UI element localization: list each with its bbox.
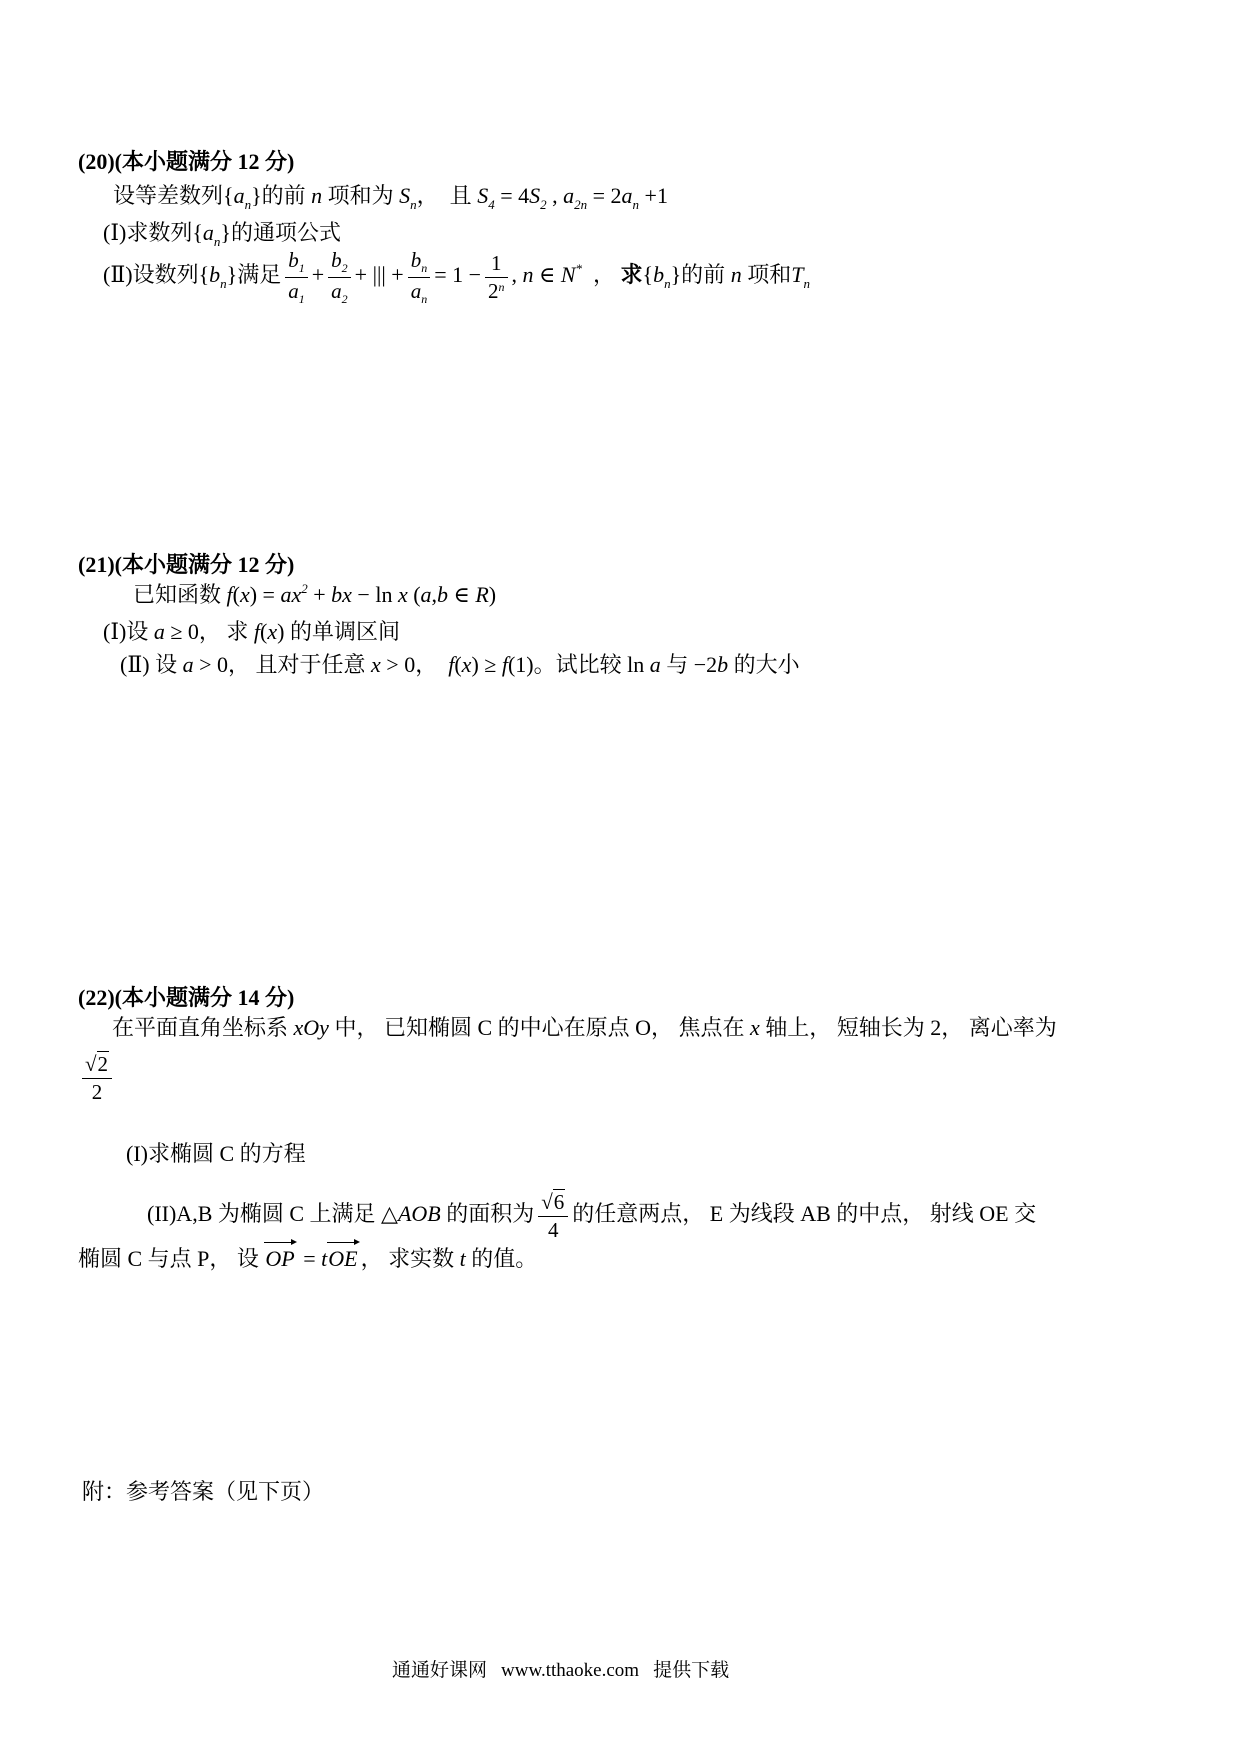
problem-20-part-2 bbox=[103, 248, 810, 306]
text-segment: 1 bbox=[298, 261, 305, 275]
text-segment: △ bbox=[381, 1201, 398, 1227]
text-segment: ( bbox=[454, 652, 462, 677]
text-segment: 的前 bbox=[681, 262, 731, 288]
radical: √6 bbox=[541, 1190, 565, 1214]
text-segment: 与 −2 bbox=[660, 652, 718, 677]
text-segment: a bbox=[182, 652, 194, 677]
problem-21-part-1 bbox=[103, 618, 400, 646]
text-segment: 1 bbox=[298, 292, 305, 307]
text-segment: { bbox=[192, 220, 203, 245]
text-segment: (Ⅱ)设数列 bbox=[103, 262, 199, 288]
text-segment: 2n bbox=[574, 197, 588, 212]
text-segment: n bbox=[498, 280, 505, 295]
text-segment: , bbox=[511, 262, 523, 288]
text-segment: b bbox=[331, 248, 342, 272]
text-segment: ) = bbox=[249, 582, 281, 607]
text-segment: ( bbox=[260, 619, 268, 644]
text-segment: f bbox=[501, 652, 508, 677]
text-segment: f bbox=[448, 652, 455, 677]
fraction bbox=[538, 1190, 568, 1242]
text-segment: 4 bbox=[488, 197, 495, 212]
text-segment: f bbox=[253, 619, 261, 644]
text-segment: 4 bbox=[548, 1218, 559, 1243]
footer-site-name: 通通好课网 bbox=[392, 1660, 488, 1681]
text-segment: − ln bbox=[351, 582, 398, 607]
text-segment: x bbox=[267, 619, 278, 644]
text-segment: * bbox=[575, 261, 583, 277]
text-segment: (II)A,B 为椭圆 C 上满足 bbox=[147, 1201, 382, 1227]
text-segment: 2 bbox=[488, 279, 499, 304]
text-segment: ∈ bbox=[533, 262, 561, 288]
text-segment: n bbox=[522, 262, 534, 288]
text-segment: x bbox=[371, 652, 381, 677]
problem-20-part-1 bbox=[103, 219, 341, 250]
text-segment: 2 bbox=[91, 1080, 103, 1105]
text-segment: S bbox=[477, 183, 489, 208]
text-segment: { bbox=[223, 183, 234, 208]
text-segment: a bbox=[331, 279, 342, 304]
text-segment: ax bbox=[280, 582, 302, 607]
text-segment: b bbox=[717, 652, 729, 677]
text-segment: a bbox=[563, 183, 575, 208]
problem-22-part-2 bbox=[147, 1190, 1036, 1242]
text-segment: S bbox=[399, 183, 411, 208]
text-segment: x bbox=[239, 582, 250, 607]
text-segment: OE bbox=[328, 1246, 358, 1271]
text-segment: 2 bbox=[341, 292, 348, 307]
problem-21-header: (21)(本小题满分 12 分) bbox=[78, 552, 295, 577]
appendix-note: 附：参考答案（见下页） bbox=[82, 1479, 325, 1504]
text-segment: 轴上， 短轴长为 2， 离心率为 bbox=[759, 1015, 1057, 1040]
text-segment: b bbox=[209, 262, 221, 288]
problem-22-eccentricity-fraction bbox=[78, 1052, 116, 1104]
text-segment: = 2 bbox=[587, 183, 622, 208]
text-segment: 的前 bbox=[261, 183, 312, 208]
fraction bbox=[82, 1052, 112, 1104]
text-segment: 项和 bbox=[741, 262, 792, 288]
text-segment: ， 且 bbox=[416, 183, 478, 208]
text-segment: x bbox=[461, 652, 472, 677]
text-segment: b bbox=[653, 262, 665, 288]
text-segment: S bbox=[529, 183, 541, 208]
text-segment: 的任意两点， E 为线段 AB 的中点， 射线 OE 交 bbox=[572, 1201, 1037, 1227]
text-segment: b bbox=[410, 248, 422, 272]
problem-21-statement bbox=[133, 581, 496, 609]
text-segment: b bbox=[288, 248, 299, 272]
text-segment: } bbox=[670, 262, 682, 288]
text-segment: bx bbox=[331, 582, 352, 607]
text-segment: = bbox=[297, 1246, 322, 1271]
text-segment: AOB bbox=[397, 1201, 441, 1227]
text-segment: a bbox=[621, 183, 633, 208]
text-segment: t bbox=[459, 1246, 466, 1271]
text-segment: ) 的单调区间 bbox=[277, 619, 400, 644]
problem-22-part-1 bbox=[126, 1140, 306, 1168]
text-segment: 已知函数 bbox=[133, 582, 227, 607]
footer-suffix: 提供下载 bbox=[653, 1660, 730, 1681]
text-segment: n bbox=[421, 261, 428, 275]
text-segment: (1)。试比较 ln bbox=[507, 652, 650, 677]
text-segment: n bbox=[632, 197, 640, 212]
text-segment: a bbox=[410, 279, 422, 304]
text-segment: + bbox=[311, 262, 325, 288]
text-segment: ， bbox=[582, 262, 621, 288]
problem-22-statement bbox=[112, 1014, 1057, 1042]
fraction bbox=[408, 248, 431, 306]
text-segment: +1 bbox=[639, 183, 668, 208]
text-segment: 满足 bbox=[237, 262, 282, 288]
fraction bbox=[485, 251, 508, 303]
text-segment: t bbox=[321, 1246, 328, 1271]
footer-url: www.tthaoke.com bbox=[501, 1660, 640, 1681]
text-segment: ≥ 0， 求 bbox=[164, 619, 254, 644]
text-segment: OP bbox=[265, 1246, 295, 1271]
problem-22-part-2-continued bbox=[78, 1245, 537, 1273]
text-segment: n bbox=[421, 292, 428, 307]
text-segment: 求 bbox=[620, 262, 643, 288]
text-segment: a bbox=[420, 582, 432, 607]
text-segment: + ||| + bbox=[354, 262, 404, 288]
text-segment: 项和为 bbox=[322, 183, 400, 208]
text-segment: ) bbox=[488, 582, 497, 607]
text-segment: = 1 − bbox=[434, 262, 482, 288]
text-segment: n bbox=[730, 262, 742, 288]
text-segment: 2 bbox=[341, 261, 348, 275]
text-segment: 在平面直角坐标系 bbox=[112, 1015, 294, 1040]
text-segment: n bbox=[213, 234, 221, 249]
problem-21-part-2 bbox=[120, 651, 800, 679]
text-segment: N bbox=[560, 262, 576, 288]
text-segment: } bbox=[251, 183, 262, 208]
text-segment: 的值。 bbox=[465, 1246, 538, 1271]
text-segment: a bbox=[233, 183, 245, 208]
text-segment: n bbox=[244, 197, 252, 212]
problem-20-header: (20)(本小题满分 12 分) bbox=[78, 149, 295, 174]
text-segment: n bbox=[220, 276, 227, 292]
text-segment: 1 bbox=[491, 251, 502, 276]
text-segment: (Ⅱ) 设 bbox=[120, 652, 183, 677]
text-segment: n bbox=[410, 197, 417, 212]
problem-20-statement bbox=[113, 182, 668, 213]
text-segment: 椭圆 C 与点 P， 设 bbox=[78, 1246, 265, 1271]
text-segment: n bbox=[311, 183, 323, 208]
text-segment: 的面积为 bbox=[440, 1201, 535, 1227]
fraction bbox=[328, 248, 351, 306]
text-segment: a bbox=[649, 652, 661, 677]
text-segment: 2 bbox=[540, 197, 547, 212]
text-segment: R bbox=[475, 582, 489, 607]
text-segment: 的大小 bbox=[728, 652, 800, 677]
text-segment: + bbox=[307, 582, 332, 607]
text-segment: ( bbox=[407, 582, 421, 607]
text-segment: n bbox=[664, 276, 671, 292]
text-segment: { bbox=[642, 262, 654, 288]
text-segment: } bbox=[226, 262, 238, 288]
text-segment: (I)求椭圆 C 的方程 bbox=[126, 1141, 306, 1166]
text-segment: (Ⅰ)设 bbox=[103, 619, 154, 644]
text-segment: f bbox=[226, 582, 233, 607]
text-segment: ， 求实数 bbox=[360, 1246, 460, 1271]
text-segment: ∈ bbox=[448, 582, 476, 607]
text-segment: x bbox=[397, 582, 408, 607]
text-segment: { bbox=[198, 262, 210, 288]
page-footer bbox=[392, 1655, 729, 1682]
text-segment: a bbox=[153, 619, 165, 644]
problem-22-header: (22)(本小题满分 14 分) bbox=[78, 985, 295, 1010]
text-segment: } bbox=[220, 220, 231, 245]
text-segment: , bbox=[546, 183, 564, 208]
text-segment: = 4 bbox=[494, 183, 530, 208]
text-segment: > 0， 且对于任意 bbox=[193, 652, 372, 677]
text-segment: 的通项公式 bbox=[230, 220, 341, 245]
text-segment: (Ⅰ)求数列 bbox=[103, 220, 193, 245]
text-segment: x bbox=[750, 1015, 760, 1040]
text-segment: 中， 已知椭圆 C 的中心在原点 O， 焦点在 bbox=[328, 1015, 751, 1040]
text-segment: n bbox=[803, 276, 810, 292]
radical: √2 bbox=[85, 1052, 109, 1076]
text-segment: T bbox=[791, 262, 804, 288]
text-segment: > 0， bbox=[380, 652, 449, 677]
text-segment: , bbox=[431, 582, 438, 607]
text-segment: a bbox=[202, 220, 214, 245]
fraction bbox=[285, 248, 308, 306]
text-segment: ) ≥ bbox=[471, 652, 502, 677]
text-segment: ( bbox=[232, 582, 240, 607]
text-segment: 2 bbox=[301, 581, 308, 596]
text-segment: a bbox=[288, 279, 299, 304]
text-segment: b bbox=[437, 582, 449, 607]
text-segment: xOy bbox=[293, 1015, 329, 1040]
text-segment: 设等差数列 bbox=[113, 183, 224, 208]
